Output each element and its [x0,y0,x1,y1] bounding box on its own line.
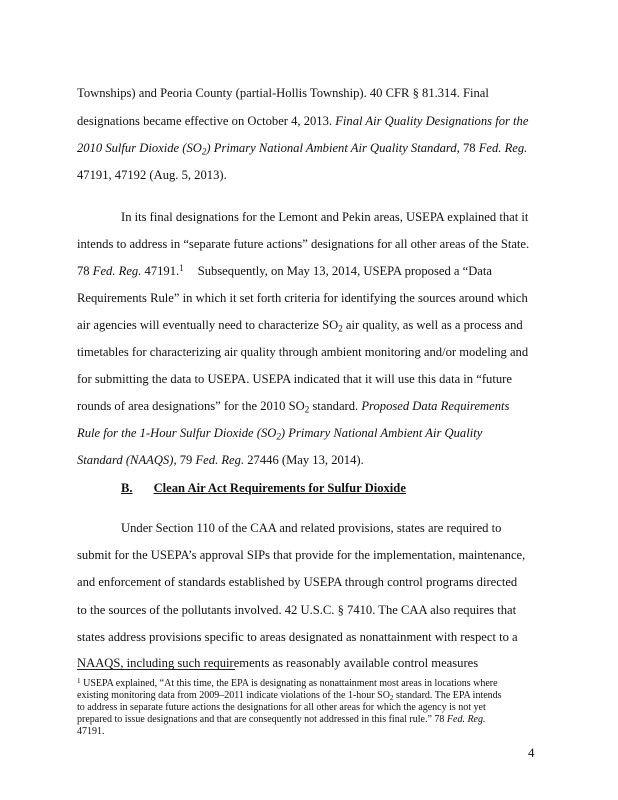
footnote-line: existing monitoring data from 2009–2011 indicate violations of the 1-hour $SO_2$ standard. The EPA intends [77,690,502,702]
body-line: 47191, 47192 (Aug. 5, 2013). [77,168,227,182]
footnote-line: to address in separate future actions the designations for all other areas for which the agency is not yet [77,702,486,713]
body-line: submit for the USEPA’s approval SIPs that provide for the implementation, maintenance, [77,548,526,562]
footnote-divider [77,669,235,670]
body-line: to the sources of the pollutants involved. 42 U.S.C. § 7410. The CAA also requires that [77,603,517,617]
footnote-line: 47191. [77,726,105,737]
footnote-ref: 1 [179,262,184,273]
body-line: Rule for the 1-Hour Sulfur Dioxide $(SO_2)$ Primary National Ambient Air Quality [77,426,483,442]
body-line: and enforcement of standards established by USEPA through control programs directed [77,575,518,589]
body-line: NAAQS, including such requirements as reasonably available control measures [77,656,479,670]
body-line: for submitting the data to USEPA. USEPA indicated that it will use this data in “future [77,372,512,386]
body-line: air agencies will eventually need to characterize $SO_2$ air quality, as well as a process and [77,318,523,334]
body-line: 2010 Sulfur Dioxide $(SO_2)$ Primary National Ambient Air Quality Standard, 78 Fed. Reg. [77,141,528,157]
body-line: Townships) and Peoria County (partial-Hollis Township). 40 CFR § 81.314. Final [77,86,489,100]
page-number: 4 [528,745,535,760]
body-line: 78 Fed. Reg. 47191.$^1$ Subsequently, on May 13, 2014, USEPA proposed a “Data [77,262,492,278]
section-heading: B. Clean Air Act Requirements for Sulfur Dioxide [121,481,406,495]
body-line: timetables for characterizing air quality through ambient monitoring and/or modeling and [77,345,529,359]
footnote-line: prepared to issue designations and that are consequently not addressed in this final rule.” 78 Fed. Reg. [77,714,486,725]
body-line: designations became effective on October 4, 2013. Final Air Quality Designations for the [77,114,529,128]
footnote-line: $^1$ USEPA explained, “At this time, the EPA is designating as nonattainment most areas in locations where [77,676,498,689]
body-line: rounds of area designations” for the 2010 $SO_2$ standard. Proposed Data Requirements [77,399,510,415]
body-line: Under Section 110 of the CAA and related provisions, states are required to [121,521,502,535]
body-line: Standard (NAAQS), 79 Fed. Reg. 27446 (May 13, 2014). [77,453,364,467]
footnote-marker: 1 [77,676,81,685]
body-line: Requirements Rule” in which it set forth criteria for identifying the sources around which [77,291,528,305]
body-line: intends to address in “separate future actions” designations for all other areas of the State. [77,237,530,251]
body-line: states address provisions specific to areas designated as nonattainment with respect to a [77,630,518,644]
body-line: In its final designations for the Lemont and Pekin areas, USEPA explained that it [121,210,529,224]
